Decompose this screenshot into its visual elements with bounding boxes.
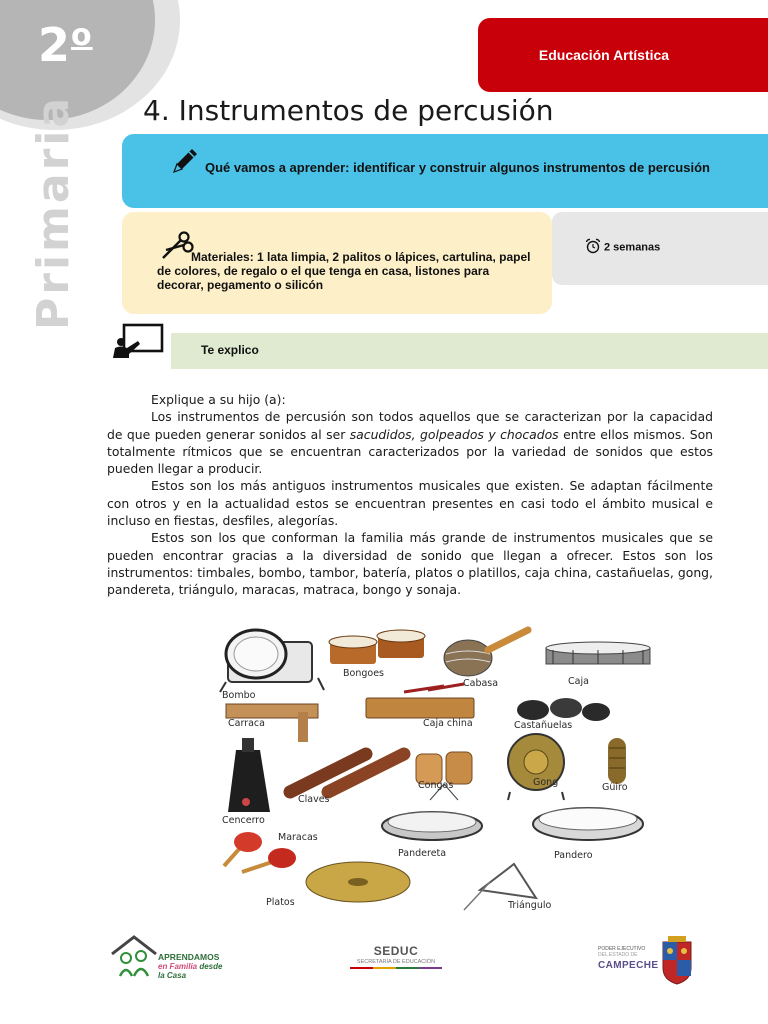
campeche-line-1: PODER EJECUTIVO <box>598 946 646 952</box>
paragraph-3: Estos son los que conforman la familia más grande de instrumentos musicales que se pueden encontrar gracias a la diversidad de sonido que llegan a ofrecer. Estos son los instrumentos: timbales, bombo, tambor, batería, platos o platillos, caja china, castañuelas, gong, pandereta, triángulo, maracas, matraca, bongo y sonaja. <box>107 530 713 598</box>
explain-label: Te explico <box>201 343 259 357</box>
body-text <box>107 391 713 599</box>
paragraph-1 <box>107 408 713 477</box>
aprendamos-line-2a: en Familia <box>158 962 198 971</box>
intro-paragraph: Explique a su hijo (a): <box>151 392 286 407</box>
label-pandereta: Pandereta <box>398 848 447 859</box>
campeche-line-2: DEL ESTADO DE <box>598 952 638 958</box>
label-caja-china: Caja china <box>423 718 473 729</box>
label-bombo: Bombo <box>222 690 256 701</box>
duration-text: 2 semanas <box>604 241 661 254</box>
grade-badge <box>38 18 93 72</box>
caja-china-drawing <box>366 684 474 718</box>
congas-drawing <box>416 752 472 800</box>
claves-drawing <box>290 754 404 792</box>
pencil-icon <box>170 146 200 179</box>
seduc-logo <box>350 944 442 969</box>
paragraph-2: Estos son los más antiguos instrumentos musicales que existen. Se adaptan fácilmente con otros y en la actualidad estos se encuentran presentes en casi todo el ámbito musical e incluso en fiestas, desfiles, alegorías. <box>107 478 713 529</box>
bongoes-drawing <box>329 630 425 664</box>
duration-box <box>552 212 768 285</box>
level-label: Primaria <box>28 94 79 330</box>
label-bongoes: Bongoes <box>343 668 384 679</box>
gong-drawing <box>508 734 564 800</box>
teacher-board-icon <box>112 323 166 364</box>
label-triangulo: Triángulo <box>508 900 552 911</box>
aprendamos-line-1: APRENDAMOS <box>158 952 220 962</box>
label-maracas: Maracas <box>278 832 318 843</box>
paragraph-1-end: entre ellos mismos. Son totalmente rítmicos que se encuentran caracterizados por la variedad de sonidos que estos pueden llegar a producir. <box>107 426 713 477</box>
label-claves: Claves <box>298 794 330 805</box>
pandereta-drawing <box>382 812 482 840</box>
aprendamos-line-2 <box>158 962 222 971</box>
platos-drawing <box>306 862 410 902</box>
label-cencerro: Cencerro <box>222 815 265 826</box>
instruments-illustration <box>218 620 658 915</box>
label-guiro: Güiro <box>602 782 628 793</box>
campeche-line-3: CAMPECHE <box>598 960 659 971</box>
explain-bar <box>171 333 768 369</box>
aprendamos-logo <box>110 934 240 984</box>
label-congas: Congas <box>418 780 454 791</box>
house-family-icon <box>110 934 158 985</box>
materials-text: Materiales: 1 lata limpia, 2 palitos o lápices, cartulina, papel de colores, de regalo o el que tenga en casa, listones para decorar, pegamento o silicón <box>157 250 531 292</box>
pandero-drawing <box>533 808 643 840</box>
aprendamos-line-2b: desde <box>197 962 223 971</box>
subject-badge: Educación Artística <box>478 18 768 92</box>
alarm-clock-icon <box>585 238 601 257</box>
campeche-logo <box>598 936 698 986</box>
paragraph-1-italic: sacudidos, golpeados y chocados <box>349 426 559 442</box>
cabasa-drawing <box>444 630 528 676</box>
learning-goal-text: Qué vamos a aprender: identificar y construir algunos instrumentos de percusión <box>205 160 710 175</box>
grade-number: 2 <box>38 18 72 72</box>
grade-suffix: o <box>71 18 93 53</box>
bombo-drawing <box>220 630 324 692</box>
label-gong: Gong <box>533 777 559 788</box>
cencerro-drawing <box>228 738 270 812</box>
paragraph-1-start: Los instrumentos de percusión son todos aquellos que se caracterizan por la capacidad de que pueden generar sonidos al ser <box>107 409 713 442</box>
caja-drawing <box>546 642 650 664</box>
scissors-icon <box>160 230 194 263</box>
seduc-color-bar <box>350 967 442 969</box>
label-carraca: Carraca <box>228 718 265 729</box>
label-caja: Caja <box>568 676 589 687</box>
learning-goal-box <box>122 134 768 208</box>
aprendamos-line-3: la Casa <box>158 971 187 980</box>
coat-of-arms-icon <box>660 936 694 991</box>
label-cabasa: Cabasa <box>463 678 499 689</box>
seduc-subtitle: SECRETARÍA DE EDUCACIÓN <box>356 959 436 965</box>
materials-box <box>122 212 552 314</box>
castanuelas-drawing <box>517 698 610 721</box>
seduc-title: SEDUC <box>373 944 419 958</box>
label-pandero: Pandero <box>554 850 593 861</box>
label-platos: Platos <box>266 897 295 908</box>
guiro-drawing <box>608 738 626 784</box>
label-castanuelas: Castañuelas <box>514 720 573 731</box>
page-title: 4. Instrumentos de percusión <box>143 94 554 127</box>
